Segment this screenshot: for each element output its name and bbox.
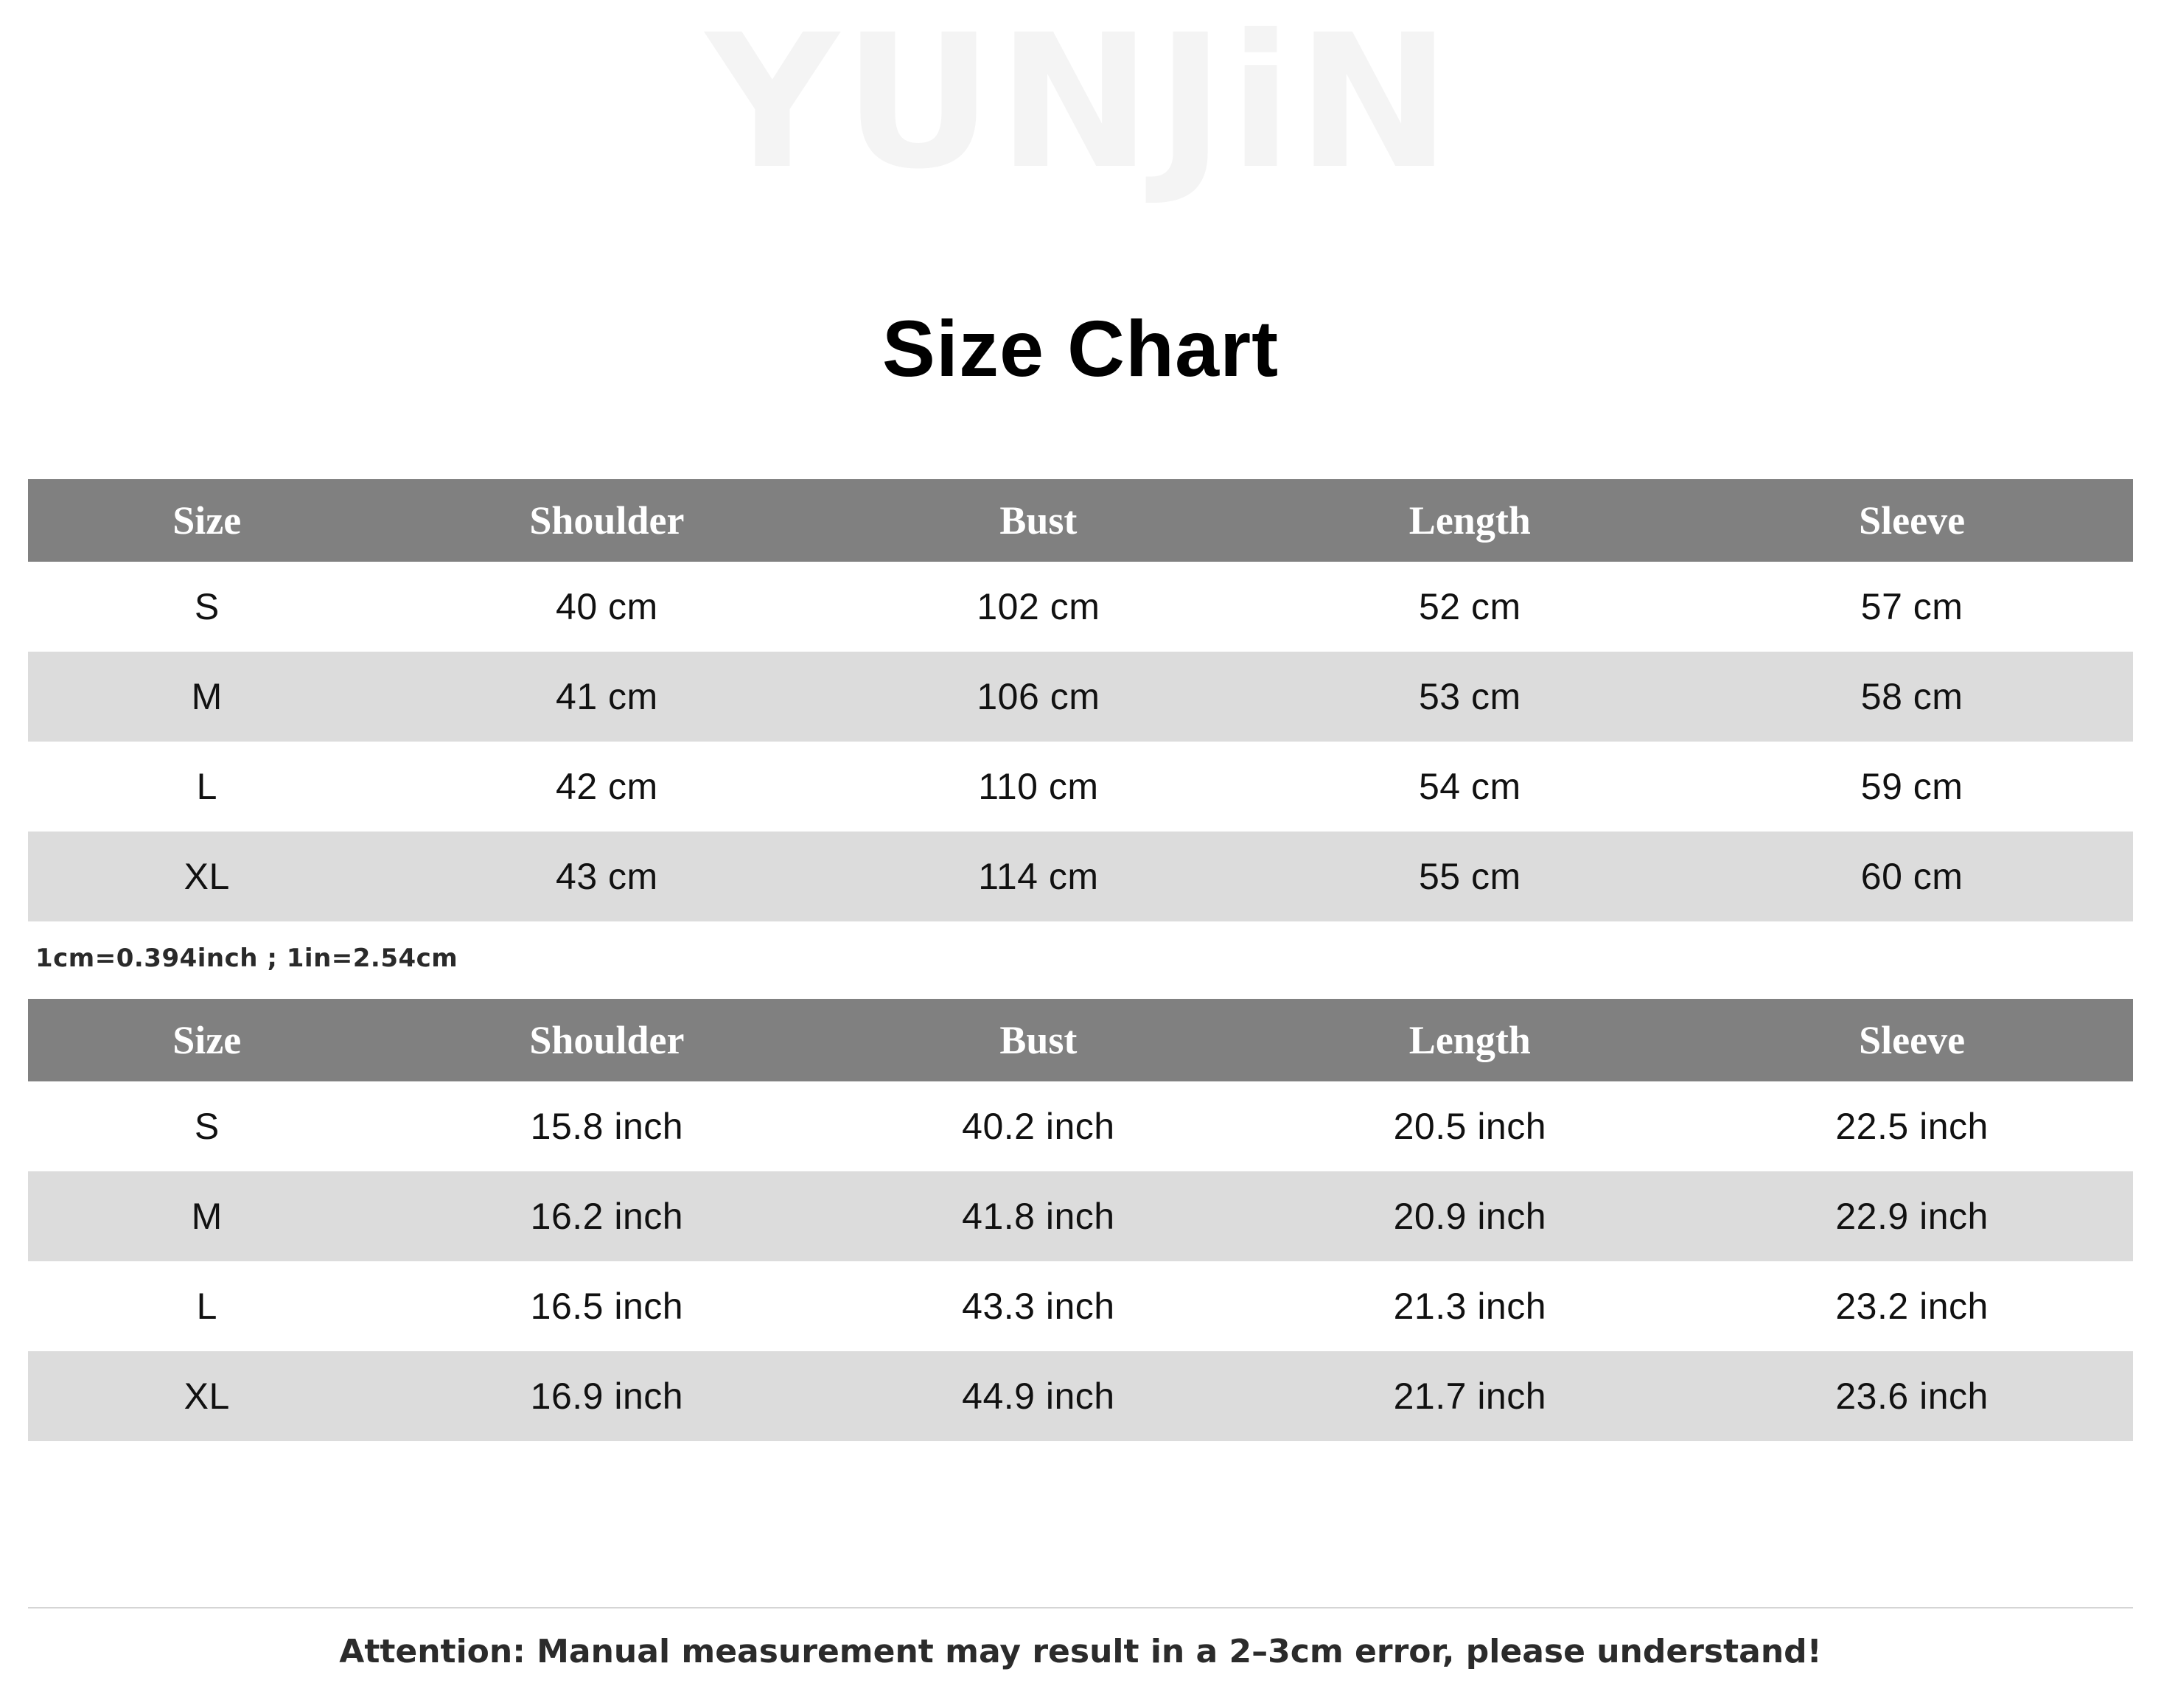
cell-shoulder: 40 cm	[386, 562, 828, 652]
cell-bust: 106 cm	[828, 652, 1249, 742]
table-row	[28, 1171, 2133, 1261]
size-table-inch-container	[28, 999, 2133, 1441]
attention-note: Attention: Manual measurement may result in a 2–3cm error, please understand!	[339, 1633, 1822, 1670]
cell-bust: 43.3 inch	[828, 1261, 1249, 1351]
cell-size: L	[28, 1261, 386, 1351]
cell-shoulder: 43 cm	[386, 832, 828, 921]
size-table-cm-container	[28, 479, 2133, 921]
table-header-row	[28, 999, 2133, 1081]
column-header-sleeve: Sleeve	[1691, 999, 2133, 1081]
cell-bust: 110 cm	[828, 742, 1249, 832]
size-table-inch	[28, 999, 2133, 1441]
cell-length: 53 cm	[1249, 652, 1691, 742]
cell-sleeve: 23.6 inch	[1691, 1351, 2133, 1441]
cell-length: 21.3 inch	[1249, 1261, 1691, 1351]
column-header-shoulder: Shoulder	[386, 479, 828, 562]
cell-size: S	[28, 1081, 386, 1171]
cell-length: 55 cm	[1249, 832, 1691, 921]
table-row	[28, 1081, 2133, 1171]
cell-size: M	[28, 1171, 386, 1261]
table-row	[28, 832, 2133, 921]
cell-size: S	[28, 562, 386, 652]
table-header-row	[28, 479, 2133, 562]
column-header-length: Length	[1249, 999, 1691, 1081]
cell-length: 20.9 inch	[1249, 1171, 1691, 1261]
cell-size: M	[28, 652, 386, 742]
cell-sleeve: 22.5 inch	[1691, 1081, 2133, 1171]
cell-shoulder: 42 cm	[386, 742, 828, 832]
cell-sleeve: 23.2 inch	[1691, 1261, 2133, 1351]
column-header-bust: Bust	[828, 999, 1249, 1081]
footer-divider	[28, 1607, 2133, 1608]
cell-sleeve: 22.9 inch	[1691, 1171, 2133, 1261]
cell-bust: 102 cm	[828, 562, 1249, 652]
cell-shoulder: 15.8 inch	[386, 1081, 828, 1171]
column-header-size: Size	[28, 999, 386, 1081]
column-header-length: Length	[1249, 479, 1691, 562]
column-header-size: Size	[28, 479, 386, 562]
column-header-shoulder: Shoulder	[386, 999, 828, 1081]
cell-sleeve: 59 cm	[1691, 742, 2133, 832]
column-header-bust: Bust	[828, 479, 1249, 562]
cell-size: L	[28, 742, 386, 832]
cell-length: 52 cm	[1249, 562, 1691, 652]
cell-shoulder: 16.5 inch	[386, 1261, 828, 1351]
cell-length: 54 cm	[1249, 742, 1691, 832]
cell-length: 21.7 inch	[1249, 1351, 1691, 1441]
cell-sleeve: 60 cm	[1691, 832, 2133, 921]
cell-bust: 41.8 inch	[828, 1171, 1249, 1261]
table-row	[28, 562, 2133, 652]
brand-watermark: YUNJiN	[705, 0, 1456, 209]
cell-sleeve: 57 cm	[1691, 562, 2133, 652]
unit-conversion-note: 1cm=0.394inch ; 1in=2.54cm	[35, 944, 458, 973]
cell-shoulder: 41 cm	[386, 652, 828, 742]
table-row	[28, 1351, 2133, 1441]
size-table-cm	[28, 479, 2133, 921]
table-row	[28, 652, 2133, 742]
cell-shoulder: 16.9 inch	[386, 1351, 828, 1441]
table-row	[28, 742, 2133, 832]
cell-size: XL	[28, 1351, 386, 1441]
column-header-sleeve: Sleeve	[1691, 479, 2133, 562]
cell-size: XL	[28, 832, 386, 921]
table-row	[28, 1261, 2133, 1351]
cell-bust: 114 cm	[828, 832, 1249, 921]
cell-bust: 40.2 inch	[828, 1081, 1249, 1171]
cell-bust: 44.9 inch	[828, 1351, 1249, 1441]
cell-length: 20.5 inch	[1249, 1081, 1691, 1171]
cell-shoulder: 16.2 inch	[386, 1171, 828, 1261]
page-title: Size Chart	[881, 304, 1280, 393]
cell-sleeve: 58 cm	[1691, 652, 2133, 742]
